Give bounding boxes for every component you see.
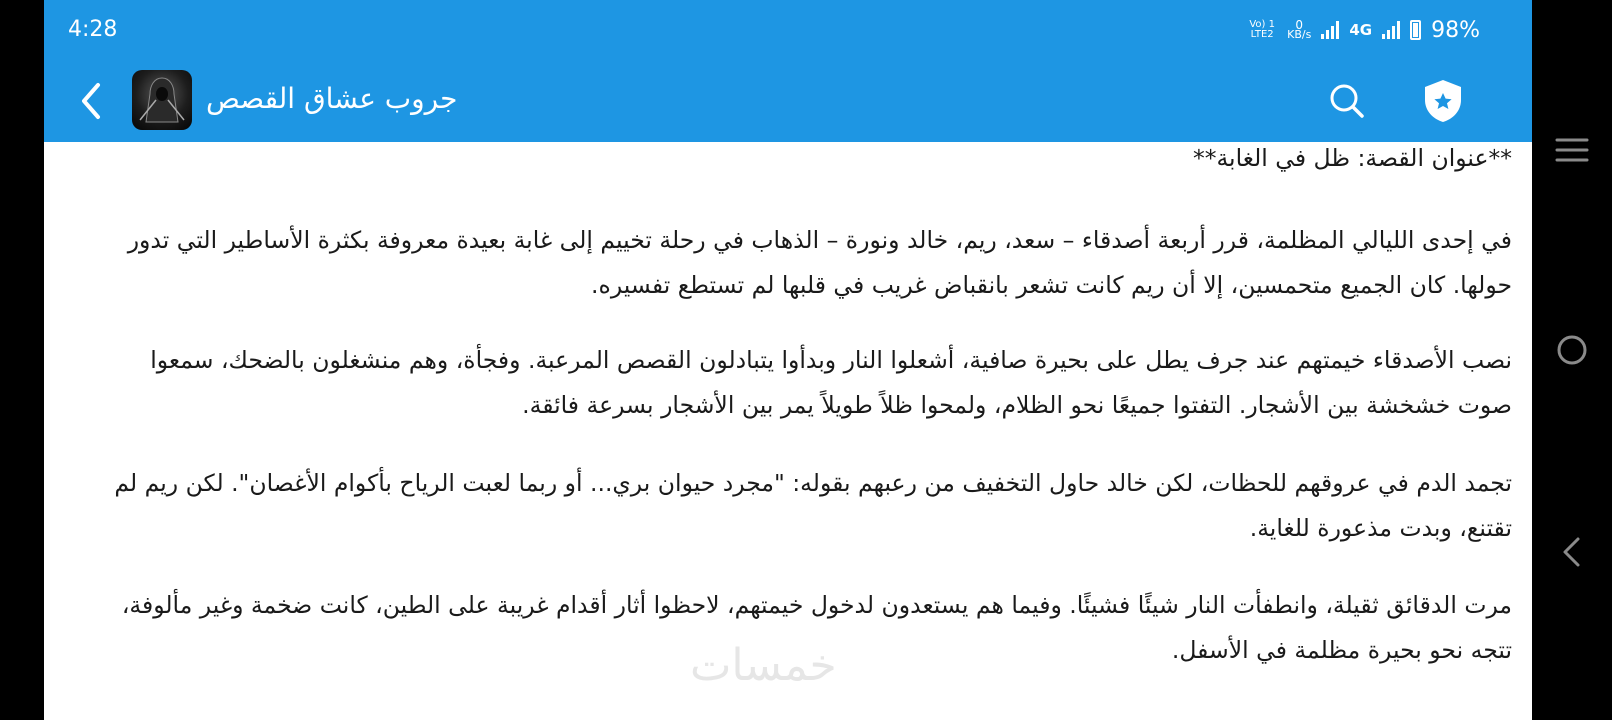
back-button[interactable] — [64, 74, 118, 128]
system-nav-bar — [1532, 0, 1612, 720]
volte-indicator — [1247, 20, 1277, 40]
status-bar — [44, 0, 1532, 60]
battery-icon — [1410, 20, 1421, 40]
recents-icon — [1555, 135, 1589, 165]
home-button[interactable] — [1550, 328, 1594, 372]
search-icon — [1328, 82, 1366, 120]
back-triangle-icon — [1560, 535, 1584, 569]
watermark: خمسات — [690, 640, 837, 691]
home-circle-icon — [1555, 333, 1589, 367]
network-speed-unit: KB/s — [1287, 28, 1312, 41]
shield-star-icon — [1422, 78, 1464, 124]
nav-back-button[interactable] — [1550, 530, 1594, 574]
recents-button[interactable] — [1550, 128, 1594, 172]
story-paragraph: تجمد الدم في عروقهم للحظات، لكن خالد حاول التخفيف من رعبهم بقوله: "مجرد حيوان بري... أو ربما لعبت الرياح بأكوام الأغصان". لكن ريم لم تقتنع، وبدت مذعورة للغاية. — [114, 469, 1512, 542]
battery-level: 98% — [1431, 17, 1480, 43]
signal-icon — [1382, 21, 1400, 39]
hooded-figure-icon — [132, 70, 192, 130]
story-heading: **عنوان القصة: ظل في الغابة** — [1192, 144, 1512, 172]
group-avatar[interactable] — [132, 70, 192, 130]
network-speed — [1287, 20, 1311, 40]
status-time: 4:28 — [68, 17, 118, 42]
group-title[interactable]: جروب عشاق القصص — [206, 82, 458, 115]
network-speed-value: 0 — [1295, 18, 1304, 32]
status-indicators — [1247, 14, 1480, 46]
signal-icon — [1321, 21, 1339, 39]
story-paragraph: مرت الدقائق ثقيلة، وانطفأت النار شيئًا فشيئًا. وفيما هم يستعدون لدخول خيمتهم، لاحظوا أثار أقدام غريبة على الطين، كانت ضخمة وغير مألوفة، تتجه نحو بحيرة مظلمة في الأسفل. — [121, 591, 1512, 664]
chevron-left-icon — [76, 81, 106, 121]
app-bar — [44, 60, 1532, 142]
volte-label: Vo) 1 LTE2 — [1249, 19, 1275, 40]
admin-shield-button[interactable] — [1418, 76, 1468, 126]
search-button[interactable] — [1324, 78, 1370, 124]
network-type: 4G — [1349, 21, 1373, 39]
story-paragraph: في إحدى الليالي المظلمة، قرر أربعة أصدقاء – سعد، ريم، خالد ونورة – الذهاب في رحلة تخييم إلى غابة بعيدة معروفة بكثرة الأساطير التي تدور حولها. كان الجميع متحمسين، إلا أن ريم كانت تشعر بانقباض غريب في قلبها لم تستطع تفسيره. — [127, 226, 1512, 299]
story-paragraph: نصب الأصدقاء خيمتهم عند جرف يطل على بحيرة صافية، أشعلوا النار وبدأوا يتبادلون القصص المرعبة. وفجأة، وهم منشغلون بالضحك، سمعوا صوت خشخشة بين الأشجار. التفتوا جميعًا نحو الظلام، ولمحوا ظلاً طويلاً يمر بين الأشجار بسرعة فائقة. — [150, 346, 1512, 419]
story-content — [44, 142, 1532, 720]
phone-screen — [44, 0, 1532, 720]
